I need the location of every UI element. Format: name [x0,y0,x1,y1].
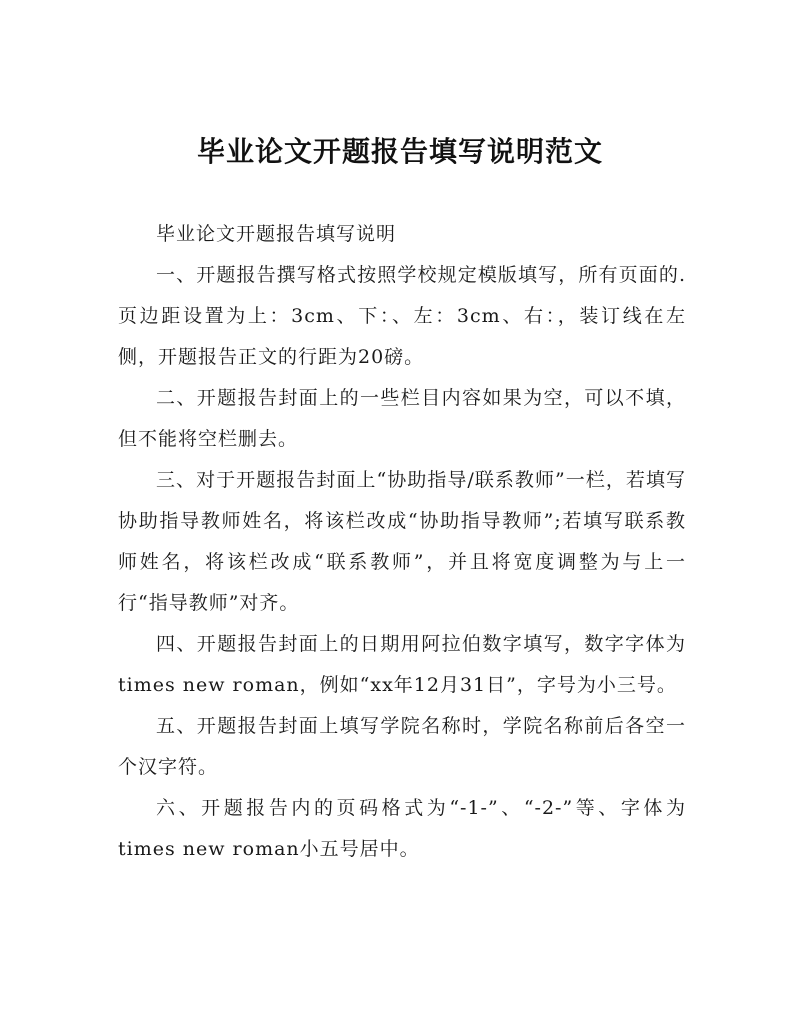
paragraph-item-1: 一、开题报告撰写格式按照学校规定模版填写，所有页面的.页边距设置为上：3cm、下：、左：3cm、右：，装订线在左侧，开题报告正文的行距为20磅。 [118,264,686,368]
paragraph-item-4: 四、开题报告封面上的日期用阿拉伯数字填写，数字字体为times new roman，例如“xx年12月31日”，字号为小三号。 [118,633,686,696]
paragraph-item-3: 三、对于开题报告封面上“协助指导/联系教师”一栏，若填写协助指导教师姓名，将该栏改成“协助指导教师”;若填写联系教师姓名，将该栏改成“联系教师”，并且将宽度调整为与上一行“指导教师”对齐。 [118,469,686,614]
paragraph-item-5: 五、开题报告封面上填写学院名称时，学院名称前后各空一个汉字符。 [118,715,686,778]
document-body [118,214,686,870]
paragraph-item-2: 二、开题报告封面上的一些栏目内容如果为空，可以不填，但不能将空栏删去。 [118,387,686,450]
document-title: 毕业论文开题报告填写说明范文 [196,135,603,168]
paragraph-subtitle: 毕业论文开题报告填写说明 [156,223,397,245]
paragraph-item-6: 六、开题报告内的页码格式为“-1-”、“-2-”等、字体为times new roman小五号居中。 [118,797,686,860]
